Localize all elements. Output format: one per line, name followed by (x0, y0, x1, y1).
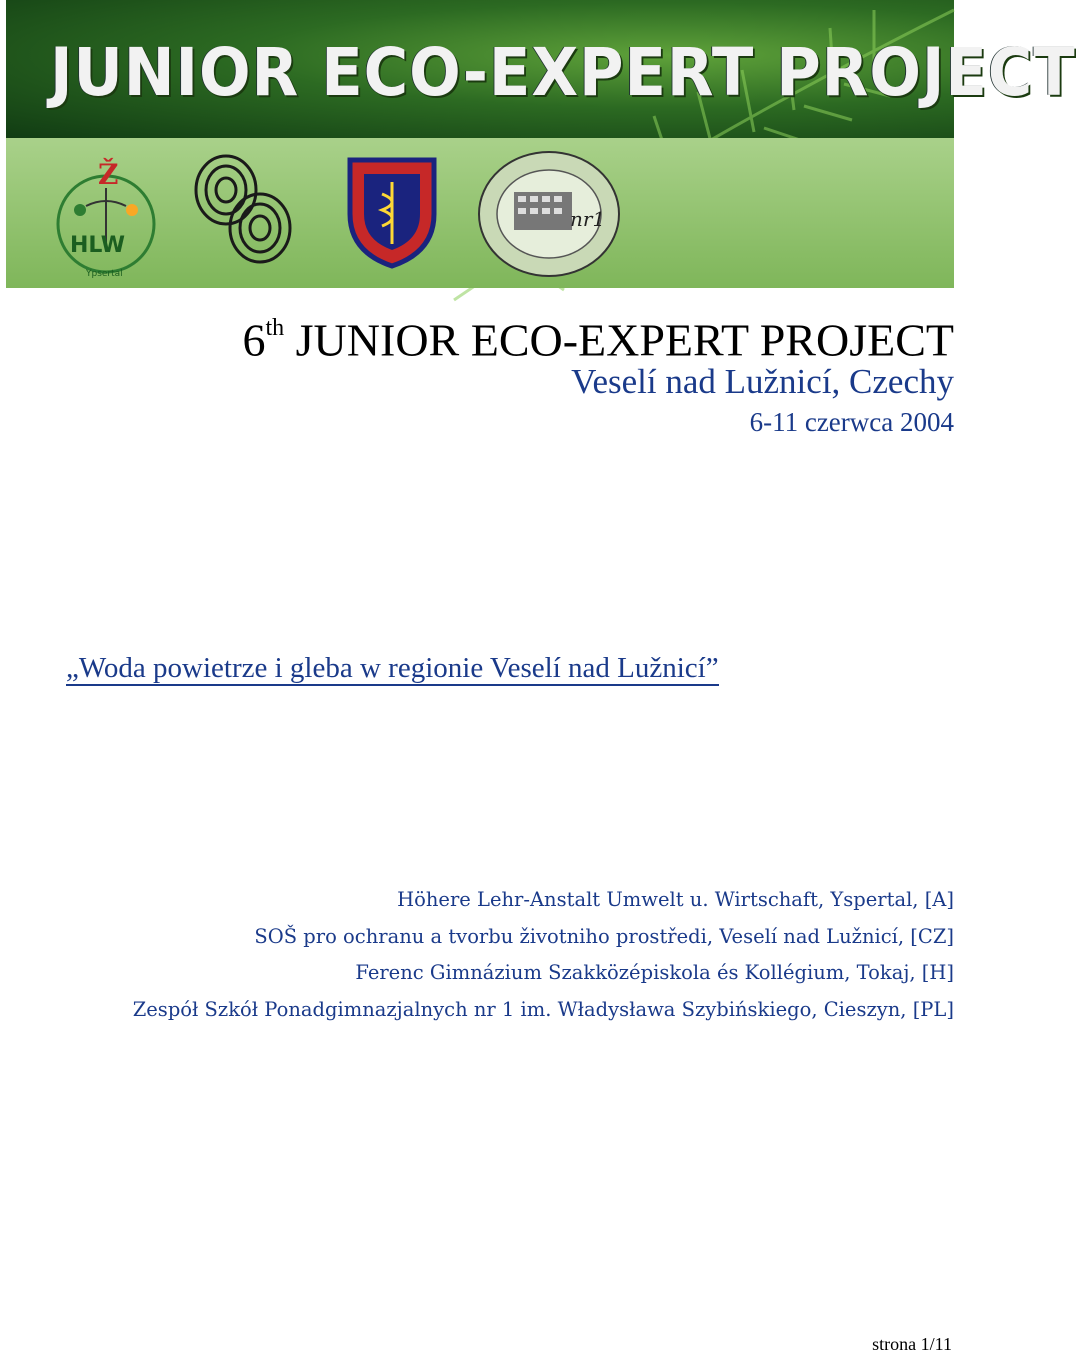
project-theme (66, 648, 719, 688)
page-number: strona 1/11 (872, 1334, 952, 1354)
location-subtitle: Veselí nad Lužnicí, Czechy (571, 362, 954, 401)
school-nr1-seal-logo (474, 148, 624, 280)
shield-crest-logo (342, 154, 442, 270)
banner-fern-background (6, 0, 1076, 138)
partner-schools-list (14, 882, 954, 1028)
header-banner (6, 0, 1076, 288)
banner-logo-strip (6, 138, 954, 288)
svg-text:nr1: nr1 (570, 207, 606, 231)
banner-title: JUNIOR ECO-EXPERT PROJECT (50, 34, 1076, 111)
event-date: 6-11 czerwca 2004 (749, 407, 954, 437)
partner-school-poland: Zespół Szkół Ponadgimnazjalnych nr 1 im. Władysława Szybińskiego, Cieszyn, [PL] (132, 997, 954, 1021)
theme-text: „Woda powietrze i gleba w regionie Veselí nad Lužnicí” (66, 652, 719, 684)
edition-suffix: th (265, 315, 285, 341)
partner-school-austria: Höhere Lehr-Anstalt Umwelt u. Wirtschaft, Yspertal, [A] (397, 888, 954, 911)
partner-school-czech: SOŠ pro ochranu a tvorbu životniho prostředi, Veselí nad Lužnicí, [CZ] (254, 924, 954, 948)
project-title: JUNIOR ECO-EXPERT PROJECT (295, 314, 954, 366)
edition-number: 6 (242, 314, 266, 366)
partner-school-hungary: Ferenc Gimnázium Szakközépiskola és Kollégium, Tokaj, [H] (355, 961, 954, 984)
svg-text:HLW: HLW (70, 233, 125, 258)
fingerprint-logo (182, 148, 302, 268)
svg-text:Ypsertal: Ypsertal (86, 269, 123, 279)
hlw-logo (46, 144, 166, 282)
svg-text:Ž: Ž (98, 158, 119, 191)
